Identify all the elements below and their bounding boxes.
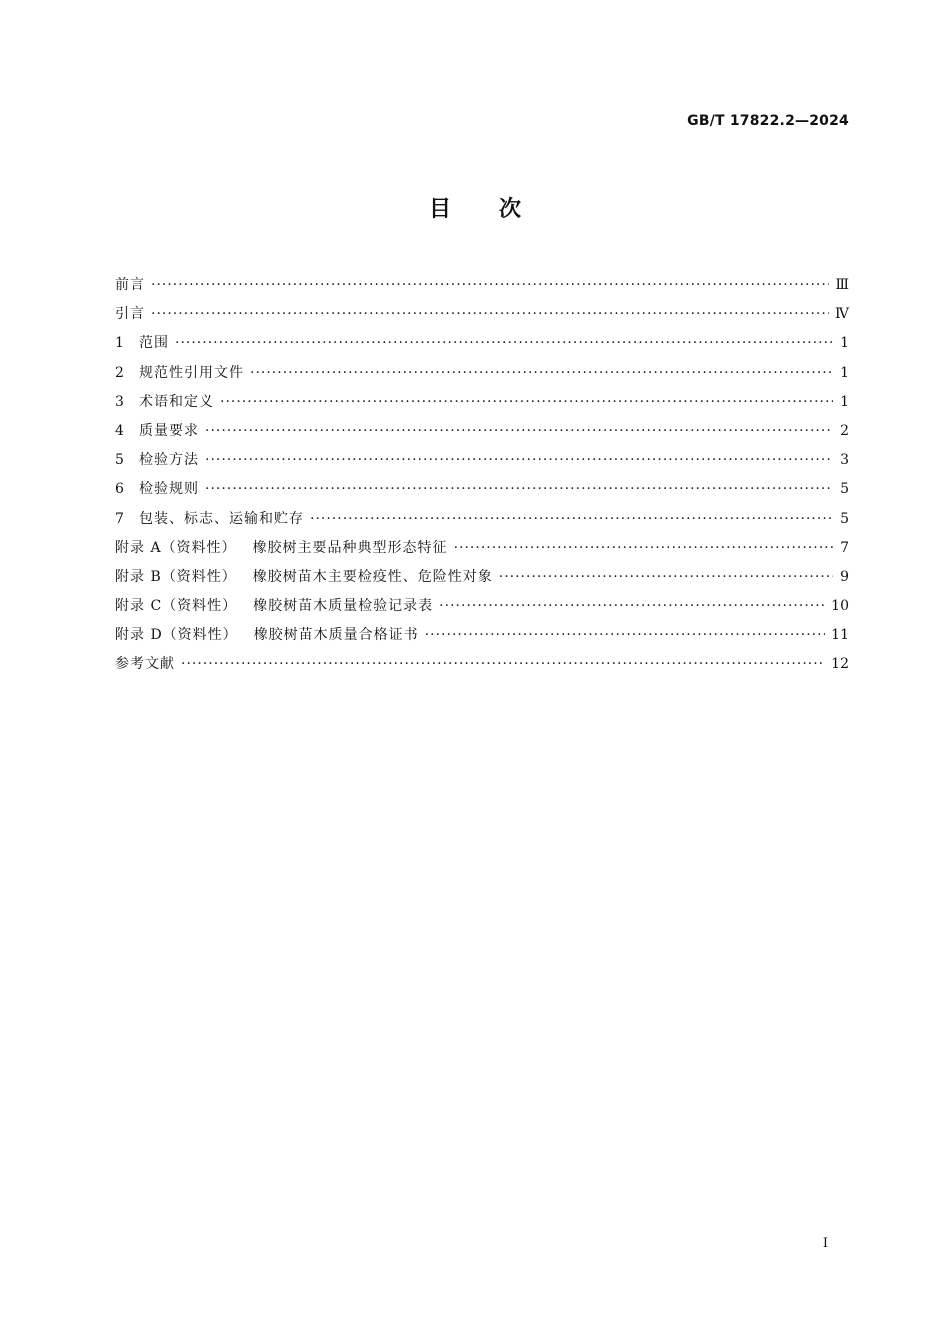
toc-entry-title: 引言 — [115, 306, 145, 323]
toc-entry-title: 质量要求 — [139, 422, 199, 439]
toc-entry[interactable] — [115, 300, 849, 329]
toc-entry[interactable] — [115, 505, 849, 534]
toc-entry-page: 3 — [840, 452, 849, 469]
toc-entry-page: Ⅳ — [835, 306, 849, 323]
toc-dot-leader — [454, 534, 833, 563]
toc-dot-leader — [151, 271, 829, 300]
toc-entry-page: 1 — [840, 364, 849, 381]
toc-entry-page: 1 — [840, 393, 849, 410]
toc-entry[interactable] — [115, 271, 849, 300]
toc-dot-leader — [205, 417, 833, 446]
table-of-contents — [115, 271, 849, 680]
toc-entry[interactable] — [115, 359, 849, 388]
toc-entry-title: 包装、标志、运输和贮存 — [139, 510, 304, 527]
toc-entry-number: 1 — [115, 335, 124, 352]
toc-entry-title: 检验方法 — [139, 452, 199, 469]
toc-entry[interactable] — [115, 534, 849, 563]
toc-entry[interactable] — [115, 388, 849, 417]
toc-entry-page: 5 — [840, 510, 849, 527]
toc-entry-page: Ⅲ — [835, 277, 849, 293]
toc-entry-page: 12 — [831, 656, 849, 673]
toc-entry-label — [115, 388, 214, 417]
toc-entry[interactable] — [115, 329, 849, 358]
toc-entry-label — [115, 563, 493, 592]
page-title: 目次 — [428, 197, 569, 222]
page-number: Ⅰ — [822, 1236, 828, 1251]
toc-entry[interactable] — [115, 621, 849, 650]
toc-entry-title: 橡胶树苗木主要检疫性、危险性对象 — [252, 568, 493, 585]
toc-entry-appendix: 附录 B（资料性） — [115, 568, 237, 585]
standard-number: GB/T 17822.2—2024 — [687, 113, 849, 129]
toc-entry-number: 5 — [115, 452, 124, 469]
toc-dot-leader — [205, 475, 833, 504]
toc-entry-page: 1 — [840, 335, 849, 352]
toc-dot-leader — [181, 650, 825, 679]
toc-dot-leader — [250, 359, 833, 388]
toc-entry-label — [115, 329, 169, 358]
toc-entry-title: 橡胶树苗木质量检验记录表 — [253, 598, 434, 615]
toc-entry-page: 7 — [840, 539, 849, 556]
toc-dot-leader — [425, 621, 825, 650]
toc-entry[interactable] — [115, 417, 849, 446]
toc-entry-label — [115, 621, 419, 650]
toc-dot-leader — [499, 563, 833, 592]
toc-entry-appendix: 附录 C（资料性） — [115, 598, 238, 615]
toc-entry-label — [115, 534, 448, 563]
toc-entry[interactable] — [115, 563, 849, 592]
toc-entry-appendix: 附录 D（资料性） — [115, 627, 238, 644]
toc-entry-number: 4 — [115, 422, 124, 439]
toc-entry-page: 5 — [840, 481, 849, 498]
toc-entry-title: 术语和定义 — [139, 393, 214, 410]
toc-entry-number: 6 — [115, 481, 124, 498]
toc-entry-title: 检验规则 — [139, 481, 199, 498]
toc-entry-label — [115, 271, 145, 300]
toc-entry-appendix: 附录 A（资料性） — [115, 539, 237, 556]
toc-entry[interactable] — [115, 650, 849, 679]
toc-entry[interactable] — [115, 475, 849, 504]
toc-dot-leader — [205, 446, 833, 475]
toc-entry-page: 10 — [831, 598, 849, 615]
toc-dot-leader — [310, 505, 833, 534]
toc-entry-page: 11 — [831, 627, 849, 644]
toc-entry[interactable] — [115, 446, 849, 475]
toc-entry-label — [115, 417, 199, 446]
toc-entry-label — [115, 475, 199, 504]
toc-entry[interactable] — [115, 592, 849, 621]
toc-entry-title: 规范性引用文件 — [139, 364, 244, 381]
toc-entry-label — [115, 592, 433, 621]
toc-dot-leader — [220, 388, 833, 417]
toc-entry-label — [115, 650, 175, 679]
toc-entry-title: 范围 — [139, 335, 169, 352]
toc-entry-label — [115, 505, 304, 534]
toc-dot-leader — [439, 592, 825, 621]
toc-dot-leader — [151, 300, 829, 329]
toc-dot-leader — [175, 329, 833, 358]
toc-entry-page: 9 — [840, 568, 849, 585]
toc-entry-title: 橡胶树主要品种典型形态特征 — [252, 539, 448, 556]
toc-entry-number: 7 — [115, 510, 124, 527]
toc-entry-number: 2 — [115, 364, 124, 381]
toc-entry-number: 3 — [115, 393, 124, 410]
toc-entry-label — [115, 446, 199, 475]
toc-entry-page: 2 — [840, 422, 849, 439]
toc-entry-title: 参考文献 — [115, 656, 175, 673]
toc-entry-title: 橡胶树苗木质量合格证书 — [253, 627, 419, 644]
toc-entry-title: 前言 — [115, 277, 145, 293]
toc-entry-label — [115, 300, 145, 329]
toc-entry-label — [115, 359, 244, 388]
